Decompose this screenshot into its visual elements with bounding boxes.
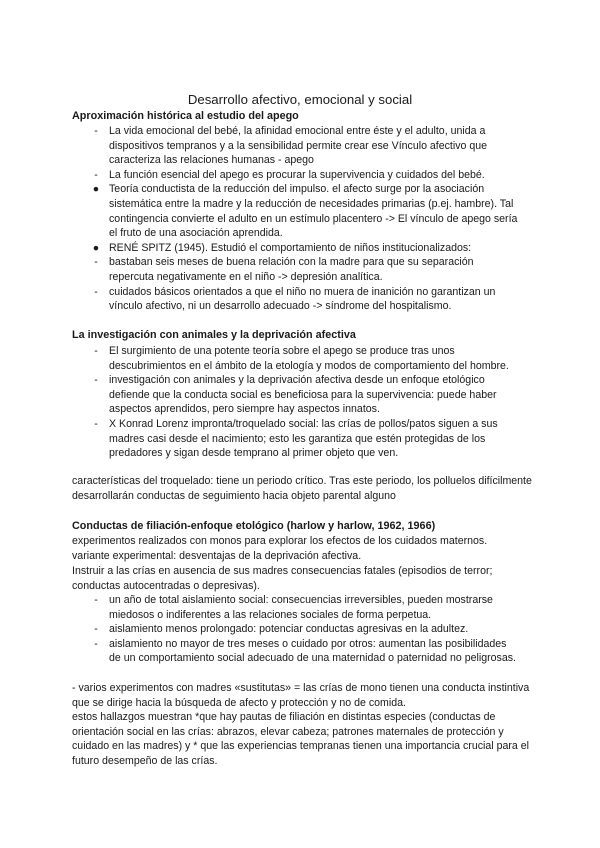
- section2-list: [0, 344, 600, 461]
- list-item-text: aislamiento no mayor de tres meses o cuidado por otros: aumentan las posibilidades de un comportamiento social adecuado de una maternidad o paternidad no peligrosas.: [109, 637, 516, 665]
- section-heading-filiacion: Conductas de filiación-enfoque etológico (harlow y harlow, 1962, 1966): [72, 520, 436, 532]
- list-item-text: un año de total aislamiento social: consecuencias irreversibles, pueden mostrarse miedosos o indiferentes a las relaciones sociales de forma perpetua.: [109, 594, 493, 621]
- list-item: [0, 255, 600, 284]
- list-item-text: RENÉ SPITZ (1945). Estudió el comportamiento de niños institucionalizados:: [109, 241, 472, 254]
- list-item: [0, 417, 600, 461]
- outro-paragraph: - varios experimentos con madres «sustitutas» = las crías de mono tienen una conducta instintiva que se dirige hacia la búsqueda de afecto y protección y no de comida.: [72, 682, 530, 709]
- list-marker: -: [94, 345, 98, 357]
- list-item-text: El surgimiento de una potente teoría sobre el apego se produce tras unos descubrimientos en el ámbito de la etología y modos de comportamiento del hombre.: [109, 345, 509, 372]
- list-item: [0, 124, 600, 168]
- section-heading-apego: Aproximación histórica al estudio del apego: [72, 110, 299, 122]
- list-marker: -: [94, 623, 98, 636]
- section1-list: [0, 124, 600, 314]
- list-item-text: aislamiento menos prolongado: potenciar conductas agresivas en la adultez.: [109, 623, 469, 636]
- list-item: [0, 182, 600, 240]
- list-marker: -: [94, 168, 98, 181]
- list-item-text: X Konrad Lorenz impronta/troquelado social: las crías de pollos/patos siguen a sus madres casi desde el nacimiento; esto les garantiza que estén protegidas de los predadores y sigan desde temprano al primer objeto que ven.: [109, 417, 498, 460]
- list-marker: -: [94, 256, 98, 269]
- list-marker: -: [94, 374, 98, 387]
- intro-line: experimentos realizados con monos para explorar los efectos de los cuidados maternos.: [72, 535, 488, 547]
- list-item: [0, 285, 600, 314]
- list-marker: ●: [92, 183, 100, 196]
- intro-line: variante experimental: desventajas de la deprivación afectiva.: [72, 550, 362, 562]
- list-item: [0, 168, 600, 183]
- section-heading-investigacion: La investigación con animales y la deprivación afectiva: [72, 329, 356, 341]
- section3-list: [0, 593, 600, 666]
- list-item: [0, 344, 600, 373]
- list-item-text: La función esencial del apego es procurar la supervivencia y cuidados del bebé.: [109, 168, 485, 181]
- list-marker: -: [94, 285, 98, 298]
- intro-line: Instruir a las crías en ausencia de sus madres consecuencias fatales (episodios de terror; conductas autocentradas o depresivas).: [72, 565, 493, 592]
- list-item: [0, 241, 600, 256]
- list-item-text: La vida emocional del bebé, la afinidad emocional entre éste y el adulto, unida a dispositivos tempranos y a la sensibilidad permite crear ese Vínculo afectivo que caracteriza las relaciones humanas - apego: [109, 125, 488, 167]
- list-item-text: Teoría conductista de la reducción del impulso. el afecto surge por la asociación sistemática entre la madre y la reducción de necesidades primarias (p.ej. hambre). Tal contingencia convierte el adulto en un estímulo placentero -> El vínculo de apego sería el fruto de una asociación aprendida.: [109, 183, 518, 240]
- list-marker: -: [94, 417, 98, 430]
- outro-paragraph: estos hallazgos muestran *que hay pautas de filiación en distintas especies (conductas de orientación social en las crías: abrazos, elevar cabeza; patrones maternales de protección y cuidado en las madres) y * que las experiencias tempranas tienen una importancia crucial para el futuro desempeño de las crías.: [72, 711, 529, 767]
- list-item: [0, 622, 600, 637]
- list-marker: -: [94, 594, 98, 606]
- list-item-text: bastaban seis meses de buena relación con la madre para que su separación repercuta negativamente en el niño -> depresión analítica.: [109, 256, 474, 283]
- list-marker: ●: [92, 241, 100, 254]
- list-item: [0, 637, 600, 666]
- list-item: [0, 593, 600, 622]
- list-item-text: cuidados básicos orientados a que el niño no muera de inanición no garantizan un vínculo afectivo, ni un desarrollo adecuado -> síndrome del hospitalismo.: [109, 285, 496, 313]
- list-item-text: investigación con animales y la deprivación afectiva desde un enfoque etológico defiende que la conducta social es beneficiosa para la supervivencia: puede haber aspectos aprendidos, pero siempre hay aspectos innatos.: [109, 374, 497, 416]
- list-marker: -: [94, 125, 98, 137]
- troquelado-note: características del troquelado: tiene un periodo crítico. Tras este periodo, los polluelos difícilmente desarrollarán conductas de seguimiento hacia objeto parental alguno: [72, 475, 532, 502]
- list-item: [0, 373, 600, 417]
- page-title: Desarrollo afectivo, emocional y social: [187, 92, 413, 107]
- list-marker: -: [94, 637, 98, 650]
